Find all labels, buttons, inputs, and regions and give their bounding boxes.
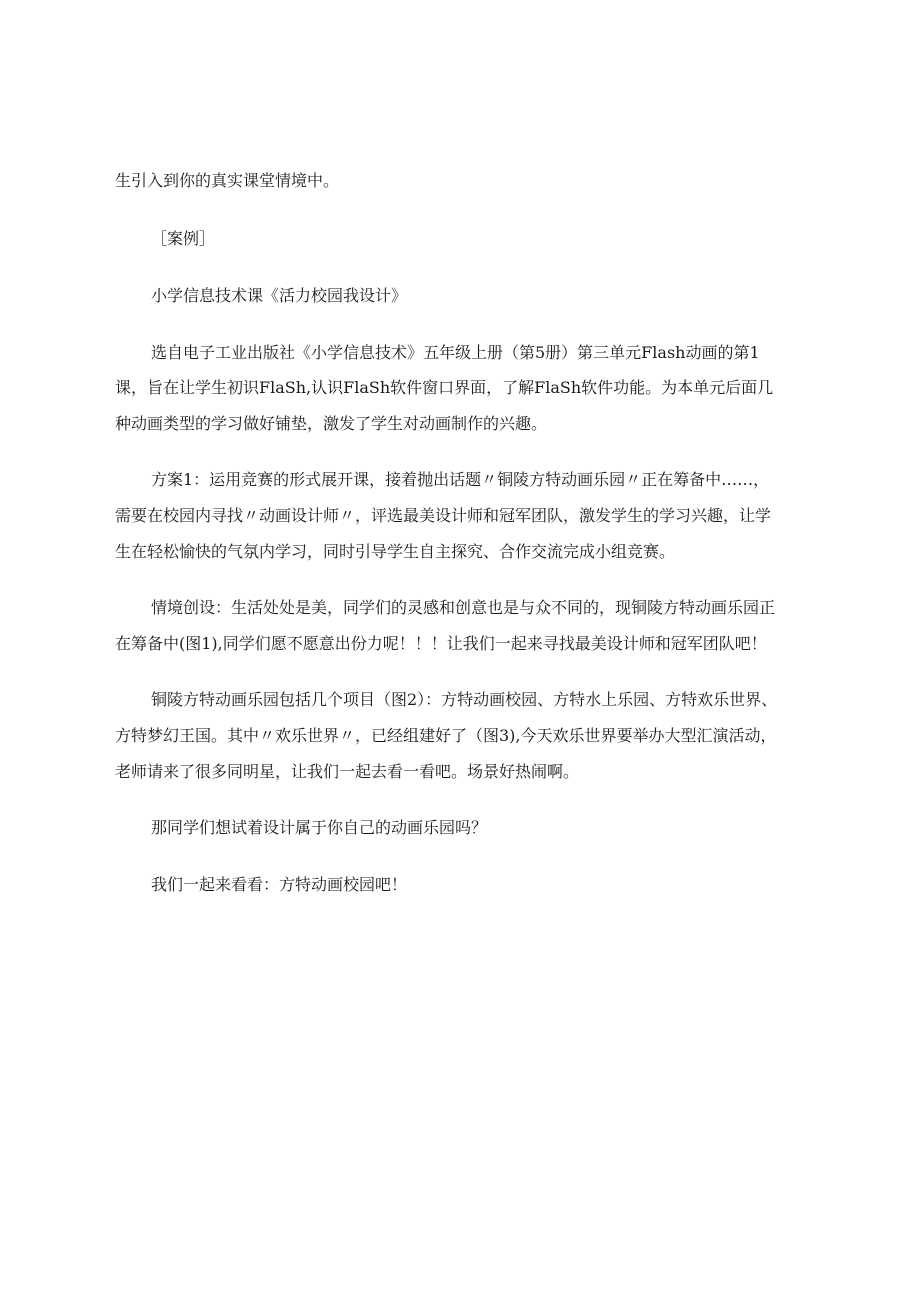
question-line: 那同学们想试着设计属于你自己的动画乐园吗？ [151,818,488,837]
plan-line-2: 需要在校园内寻找〃动画设计师〃，评选最美设计师和冠军团队，激发学生的学习兴趣，让学 [115,506,772,525]
plan-line-1: 方案1：运用竞赛的形式展开课，接着抛出话题〃铜陵方特动画乐园〃正在筹备中……， [151,470,770,489]
scenario-line-2: 在筹备中(图1),同学们愿不愿意出份力呢！！！让我们一起来寻找最美设计师和冠军团队吧！ [115,634,767,653]
intro-line-1: 选自电子工业出版社《小学信息技术》五年级上册（第5册）第三单元Flash动画的第1 [151,343,760,362]
paragraph-line-continuation: 生引入到你的真实课堂情境中。 [115,171,340,190]
plan-line-3: 生在轻松愉快的气氛内学习，同时引导学生自主探究、合作交流完成小组竞赛。 [115,542,676,561]
closing-line: 我们一起来看看：方特动画校园吧！ [151,875,408,894]
park-line-1: 铜陵方特动画乐园包括几个项目（图2）：方特动画校园、方特水上乐园、方特欢乐世界、 [151,690,778,709]
park-line-3: 老师请来了很多同明星，让我们一起去看一看吧。场景好热闹啊。 [115,762,580,781]
scenario-line-1: 情境创设：生活处处是美，同学们的灵感和创意也是与众不同的，现铜陵方特动画乐园正 [151,598,776,617]
intro-line-2: 课，旨在让学生初识FlaSh,认识FlaSh软件窗口界面，了解FlaSh软件功能。为本单元后面几 [115,378,774,397]
intro-line-3: 种动画类型的学习做好铺垫，激发了学生对动画制作的兴趣。 [115,414,548,433]
lesson-title: 小学信息技术课《活力校园我设计》 [151,286,408,305]
park-line-2: 方特梦幻王国。其中〃欢乐世界〃，已经组建好了（图3),今天欢乐世界要举办大型汇演活动， [115,726,777,745]
case-heading: ［案例］ [151,229,216,248]
